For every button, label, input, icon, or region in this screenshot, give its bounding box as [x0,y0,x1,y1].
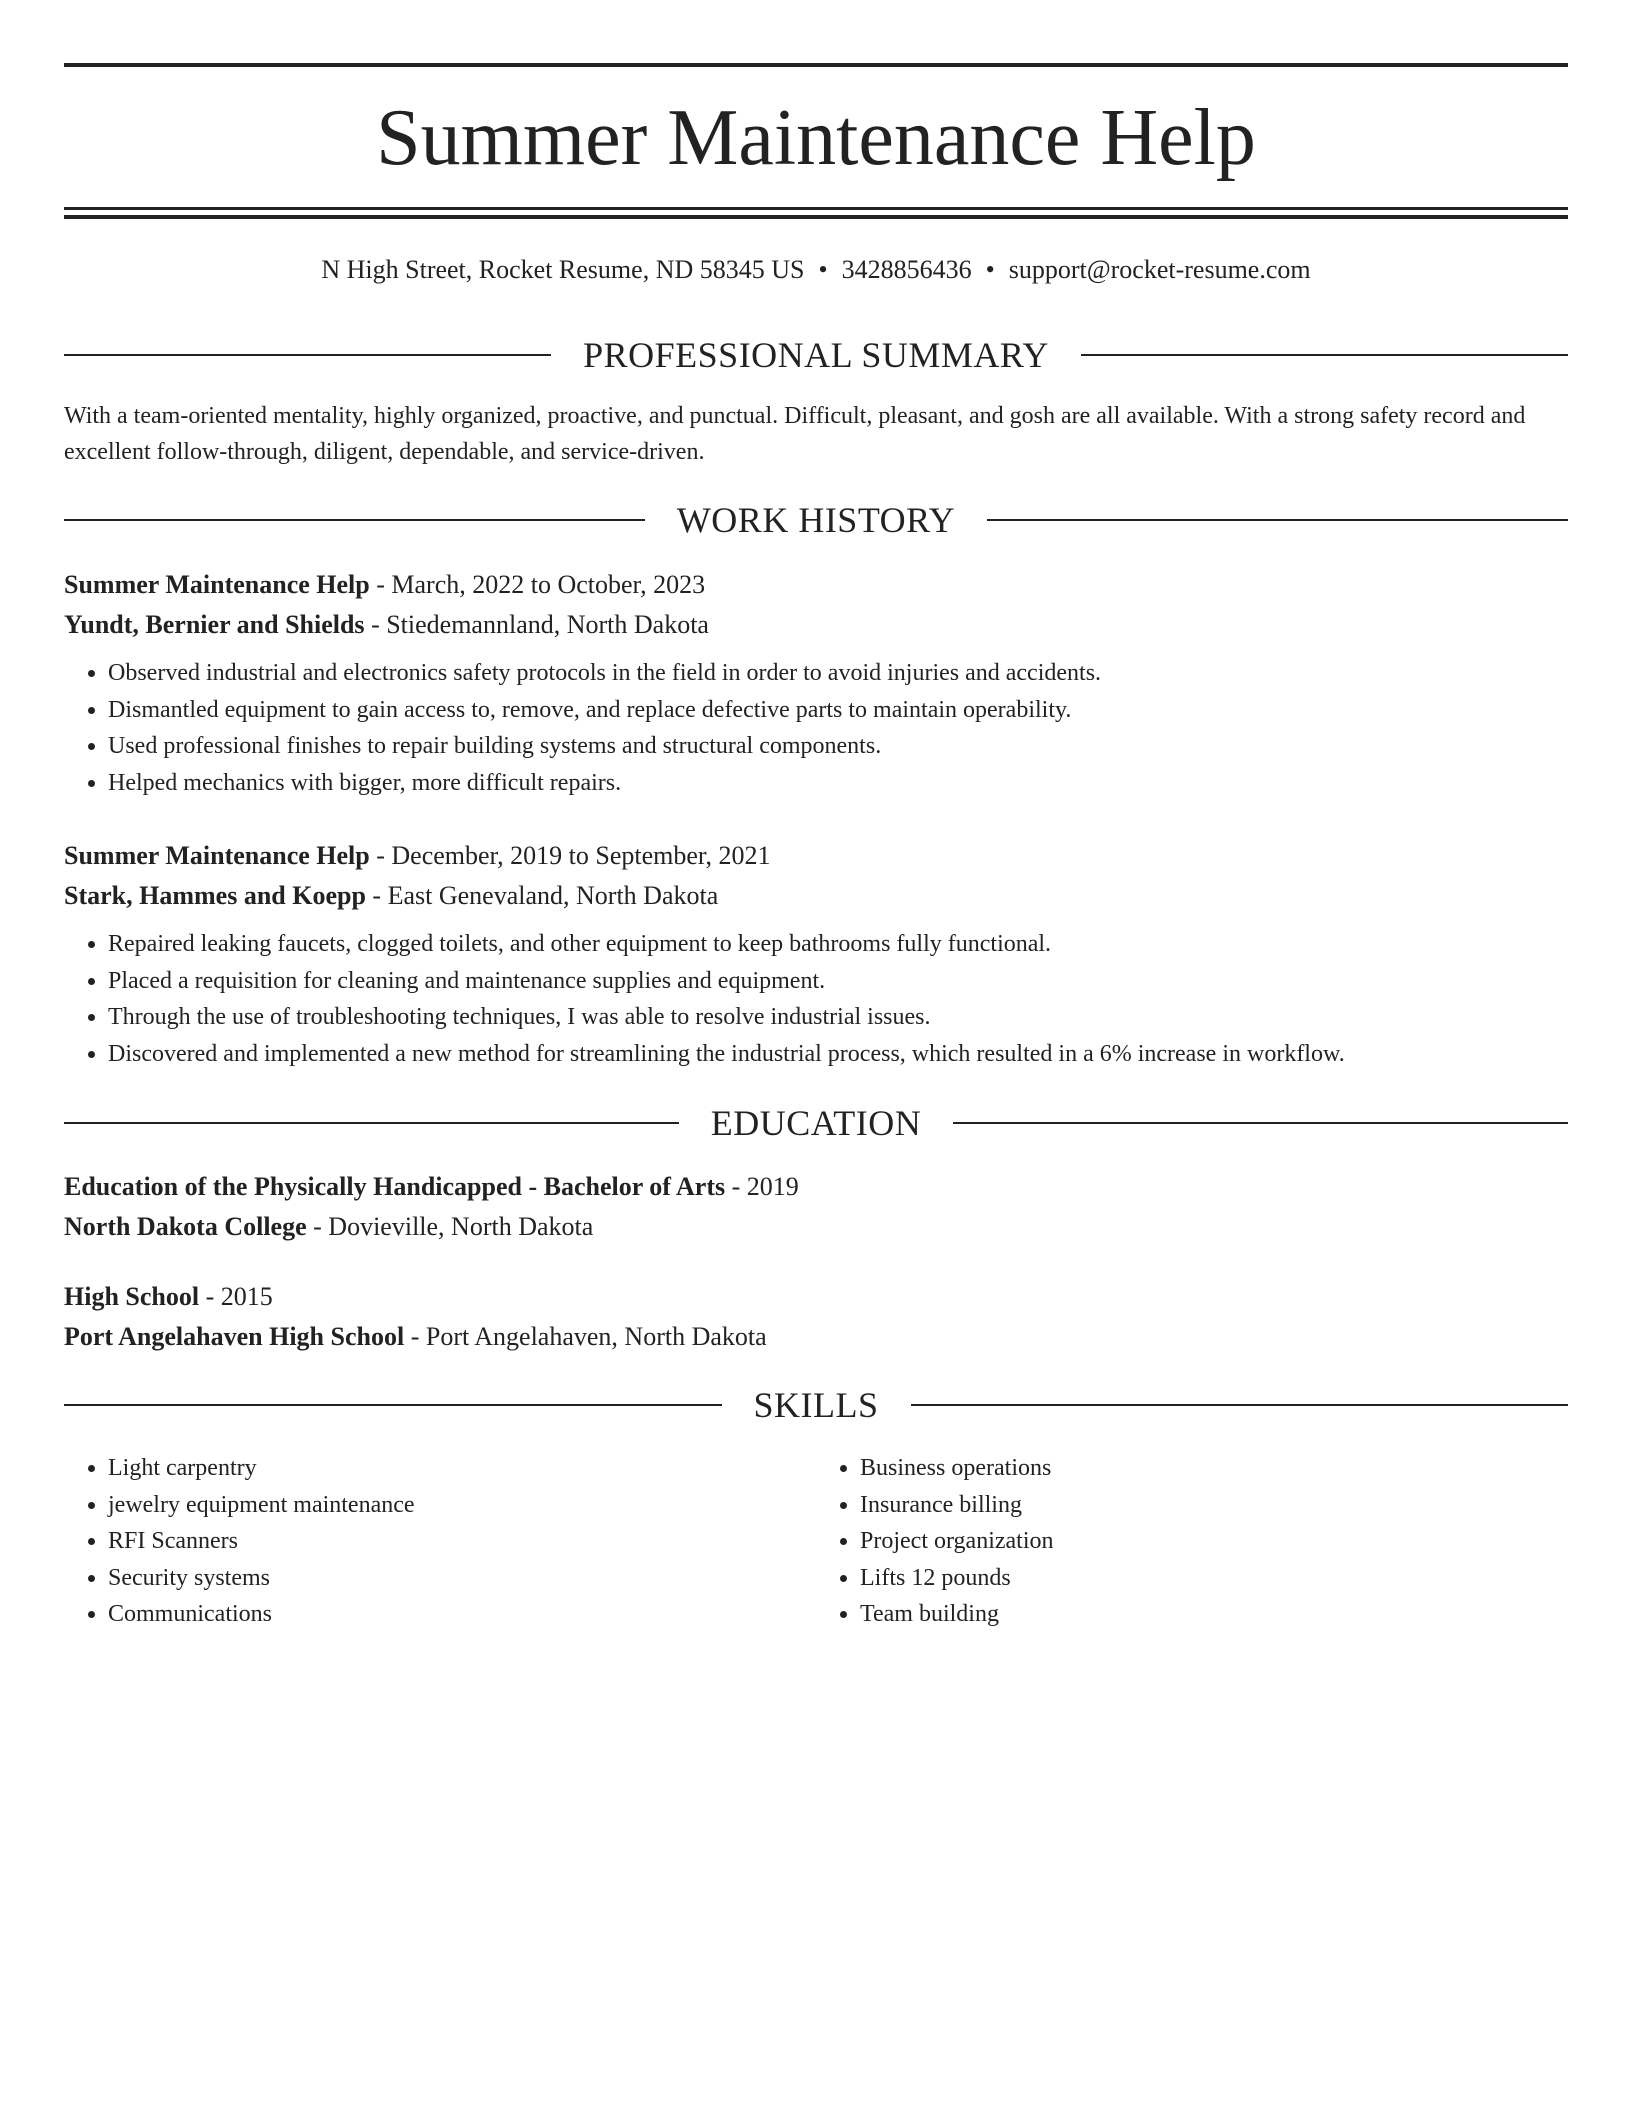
education-entry [64,1167,1568,1247]
job-company: Yundt, Bernier and Shields [64,610,365,639]
skill-item: • jewelry equipment maintenance [108,1487,816,1524]
skill-item: • Lifts 12 pounds [860,1560,1568,1597]
work-entry [64,565,1568,801]
summary-section-heading [64,333,1568,377]
skill-item: • Team building [860,1596,1568,1633]
education-school: Port Angelahaven High School [64,1322,405,1351]
header-top-rule [64,63,1568,67]
education-year: - 2015 [199,1282,273,1311]
skills-list-right [816,1450,1568,1633]
list-item: • Used professional finishes to repair building systems and structural components. [108,728,1568,765]
skill-item: • Business operations [860,1450,1568,1487]
contact-separator: • [818,255,828,284]
job-company-line [64,876,1568,916]
header-double-rule-lower [64,215,1568,219]
job-location: - Stiedemannland, North Dakota [364,610,709,639]
heading-rule-left [64,1404,722,1406]
job-dates: - December, 2019 to September, 2021 [369,841,771,870]
resume-name: Summer Maintenance Help [376,94,1256,182]
education-entry [64,1277,1568,1357]
job-company-line [64,605,1568,645]
education-section-heading [64,1101,1568,1145]
education-school-line [64,1317,1568,1357]
skill-item: • Project organization [860,1523,1568,1560]
education-year: - 2019 [725,1172,799,1201]
education-location: - Port Angelahaven, North Dakota [404,1322,767,1351]
education-degree: High School [64,1282,200,1311]
skills-section-title: SKILLS [753,1385,879,1425]
skill-item: • RFI Scanners [108,1523,816,1560]
education-school: North Dakota College [64,1212,307,1241]
job-dates: - March, 2022 to October, 2023 [369,570,706,599]
job-bullet-list [64,926,1568,1072]
heading-rule-right [953,1122,1568,1124]
list-item: • Helped mechanics with bigger, more difficult repairs. [108,765,1568,802]
skills-section-heading [64,1383,1568,1427]
skills-list-left [64,1450,816,1633]
job-company: Stark, Hammes and Koepp [64,881,366,910]
job-title: Summer Maintenance Help [64,570,370,599]
skill-item: • Insurance billing [860,1487,1568,1524]
job-title: Summer Maintenance Help [64,841,370,870]
skill-item: • Communications [108,1596,816,1633]
job-title-line [64,565,1568,605]
contact-email: support@rocket-resume.com [1008,255,1311,284]
work-section-heading [64,498,1568,542]
contact-phone: 3428856436 [841,255,972,284]
list-item: • Observed industrial and electronics safety protocols in the field in order to avoid injuries and accidents. [108,655,1568,692]
education-school-line [64,1207,1568,1247]
skills-grid [64,1450,1568,1633]
heading-rule-left [64,519,645,521]
job-location: - East Genevaland, North Dakota [365,881,719,910]
education-section-title: EDUCATION [710,1103,922,1143]
skill-item: • Light carpentry [108,1450,816,1487]
skill-item: • Security systems [108,1560,816,1597]
list-item: • Dismantled equipment to gain access to, remove, and replace defective parts to maintain operability. [108,692,1568,729]
heading-rule-right [987,519,1568,521]
education-location: - Dovieville, North Dakota [306,1212,594,1241]
contact-separator: • [985,255,995,284]
list-item: • Discovered and implemented a new method for streamlining the industrial process, which resulted in a 6% increase in workflow. [108,1036,1568,1073]
list-item: • Through the use of troubleshooting techniques, I was able to resolve industrial issues. [108,999,1568,1036]
heading-rule-left [64,354,551,356]
work-entry [64,836,1568,1072]
job-title-line [64,836,1568,876]
summary-block [64,398,1568,470]
job-bullet-list [64,655,1568,801]
heading-rule-right [1081,354,1568,356]
list-item: • Placed a requisition for cleaning and maintenance supplies and equipment. [108,963,1568,1000]
education-degree-line [64,1277,1568,1317]
work-section-title: WORK HISTORY [676,500,956,540]
education-degree-line [64,1167,1568,1207]
heading-rule-right [911,1404,1569,1406]
summary-text: With a team-oriented mentality, highly organized, proactive, and punctual. Difficult, pleasant, and gosh are all available. With a strong safety record and excellent follow-through, diligent, dependable, and service-driven. [64,403,1526,465]
summary-section-title: PROFESSIONAL SUMMARY [583,335,1049,375]
contact-line [64,252,1568,288]
education-degree: Education of the Physically Handicapped - Bachelor of Arts [64,1172,726,1201]
list-item: • Repaired leaking faucets, clogged toilets, and other equipment to keep bathrooms fully functional. [108,926,1568,963]
heading-rule-left [64,1122,679,1124]
contact-address: N High Street, Rocket Resume, ND 58345 US [321,255,805,284]
header-double-rule-upper [64,207,1568,210]
